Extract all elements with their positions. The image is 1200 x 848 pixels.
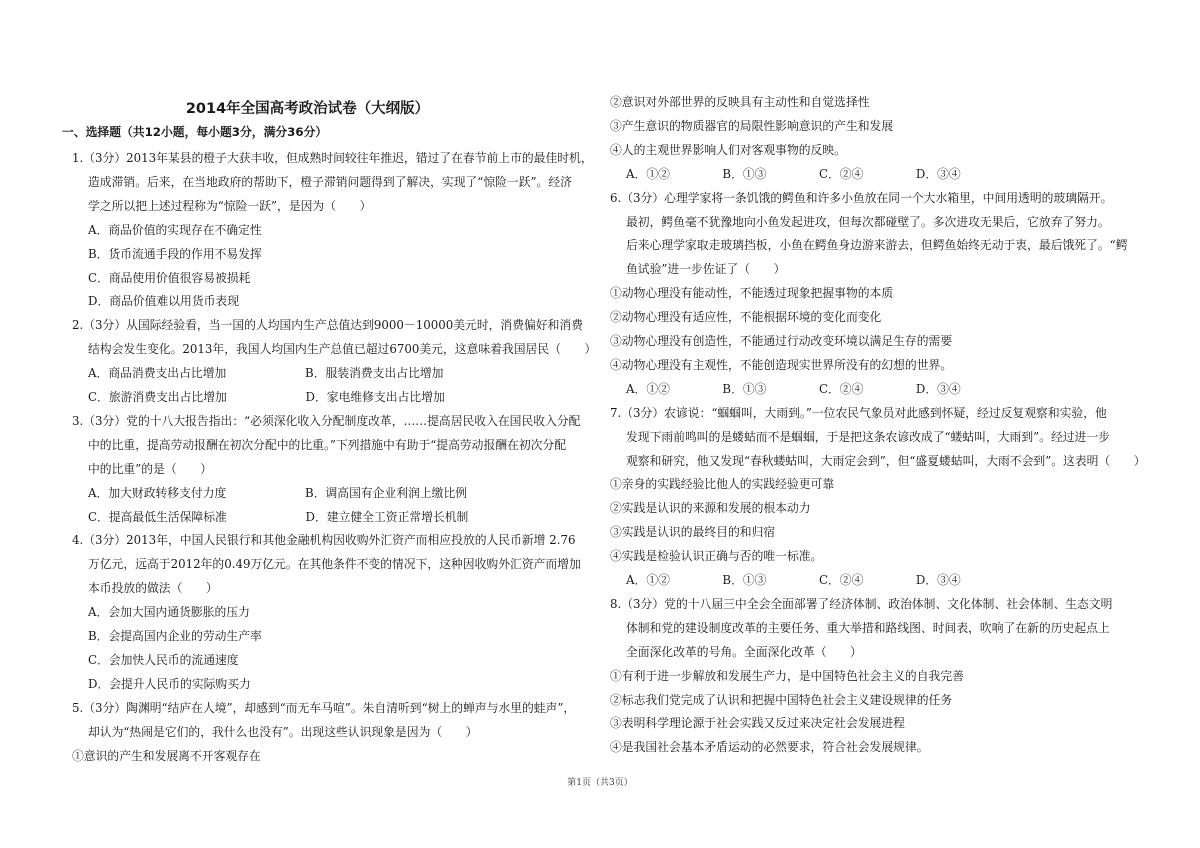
right-line: ④动物心理没有主观性，不能创造现实世界所没有的幻想的世界。 — [610, 357, 953, 372]
right-line: 6.（3分）心理学家将一条饥饿的鳄鱼和许多小鱼放在同一个大水箱里，中间用透明的玻璃隔开。 — [610, 190, 1113, 205]
right-line: ②实践是认识的来源和发展的根本动力 — [610, 501, 811, 516]
right-line: ①动物心理没有能动性，不能透过现象把握事物的本质 — [610, 286, 894, 301]
left-line: C．商品使用价值很容易被损耗 — [88, 270, 251, 285]
left-line: 却认为“热闹是它们的，我什么也没有”。出现这些认识现象是因为（ ） — [88, 724, 478, 739]
left-line: 中的比重，提高劳动报酬在初次分配中的比重。”下列措施中有助于“提高劳动报酬在初次分配 — [88, 437, 567, 452]
right-line: A．①② B．①③ C．②④ D．③④ — [626, 573, 961, 587]
left-line: A．会加大国内通货膨胀的压力 — [88, 605, 250, 620]
right-line: 最初，鳄鱼毫不犹豫地向小鱼发起进攻，但每次都碰壁了。多次进攻无果后，它放弃了努力。 — [626, 214, 1110, 229]
left-line: C．会加快人民币的流通速度 — [88, 652, 239, 667]
left-line: 学之所以把上述过程称为“惊险一跃”，是因为（ ） — [88, 198, 372, 213]
right-line: ③动物心理没有创造性，不能通过行动改变环境以满足生存的需要 — [610, 334, 953, 348]
left-line: B．货币流通手段的作用不易发挥 — [88, 246, 262, 261]
right-line: ④实践是检验认识正确与否的唯一标准。 — [610, 549, 823, 564]
right-line: 体制和党的建设制度改革的主要任务、重大举措和路线图、时间表，吹响了在新的历史起点上 — [626, 620, 1110, 635]
left-line: 4.（3分）2013年，中国人民银行和其他金融机构因收购外汇资产而相应投放的人民币新增 2.76 — [72, 533, 576, 548]
page-footer: 第1页（共3页） — [567, 778, 633, 788]
right-line: 后来心理学家取走玻璃挡板，小鱼在鳄鱼身边游来游去，但鳄鱼始终无动于衷，最后饿死了。“鳄 — [626, 238, 1128, 253]
left-line: 2.（3分）从国际经验看，当一国的人均国内生产总值达到9000－10000美元时，消费偏好和消费 — [72, 318, 584, 333]
left-line: 5.（3分）陶渊明“结庐在人境”，却感到“而无车马喧”。朱自清听到“树上的蝉声与水里的蛙声”， — [72, 700, 576, 715]
right-line: ②动物心理没有适应性，不能根据环境的变化而变化 — [610, 310, 882, 325]
right-line: ①有利于进一步解放和发展生产力，是中国特色社会主义的自我完善 — [610, 668, 964, 683]
left-line: 本币投放的做法（ ） — [88, 581, 218, 596]
left-line: 万亿元，远高于2012年的0.49万亿元。在其他条件不变的情况下，这种因收购外汇资产而增加 — [88, 557, 581, 572]
left-line: C．旅游消费支出占比增加 D．家电维修支出占比增加 — [88, 390, 445, 404]
left-line: D．商品价值难以用货币表现 — [88, 294, 240, 309]
left-line: 结构会发生变化。2013年，我国人均国内生产总值已超过6700美元，这意味着我国居民（ ） — [88, 342, 597, 357]
right-line: ③实践是认识的最终目的和归宿 — [610, 525, 776, 540]
right-line: A．①② B．①③ C．②④ D．③④ — [626, 166, 961, 181]
left-line: ①意识的产生和发展离不开客观存在 — [72, 748, 261, 763]
right-line: ③产生意识的物质器官的局限性影响意识的产生和发展 — [610, 118, 894, 133]
right-line: ③表明科学理论源于社会实践又反过来决定社会发展进程 — [610, 716, 905, 731]
exam-title: 2014年全国高考政治试卷（大纲版） — [185, 101, 430, 117]
left-line: A．商品消费支出占比增加 B．服装消费支出占比增加 — [88, 366, 444, 381]
left-line: C．提高最低生活保障标准 D．建立健全工资正常增长机制 — [88, 509, 469, 524]
left-line: 1.（3分）2013年某县的橙子大获丰收，但成熟时间较往年推迟，错过了在春节前上市的最佳时机， — [72, 151, 593, 165]
left-line: 造成滞销。后来，在当地政府的帮助下，橙子滞销问题得到了解决，实现了“惊险一跃”。经济 — [88, 174, 572, 189]
right-line: 鱼试验”进一步佐证了（ ） — [626, 262, 786, 277]
right-line: 7.（3分）农谚说：“蝈蝈叫，大雨到。”一位农民气象员对此感到怀疑，经过反复观察和实验，他 — [610, 405, 1107, 420]
left-line: 中的比重”的是（ ） — [88, 461, 213, 476]
right-line: 8.（3分）党的十八届三中全会全面部署了经济体制、政治体制、文化体制、社会体制、生态文明 — [610, 596, 1113, 611]
right-line: 全面深化改革的号角。全面深化改革（ ） — [626, 644, 862, 659]
section-heading: 一、选择题（共12小题，每小题3分，满分36分） — [62, 125, 328, 139]
right-line: ④人的主观世界影响人们对客观事物的反映。 — [610, 142, 846, 157]
left-line: 3.（3分）党的十八大报告指出：“必须深化收入分配制度改革，……提高居民收入在国民收入分配 — [72, 413, 581, 428]
right-line: ②意识对外部世界的反映具有主动性和自觉选择性 — [610, 95, 870, 109]
right-line: 观察和研究，他又发现“春秋蝼蛄叫，大雨定会到”，但“盛夏蝼蛄叫，大雨不会到”。这表明（ ） — [626, 453, 1146, 468]
left-line: B．会提高国内企业的劳动生产率 — [88, 629, 262, 643]
right-line: ②标志我们党完成了认识和把握中国特色社会主义建设规律的任务 — [610, 692, 953, 707]
right-line: ④是我国社会基本矛盾运动的必然要求，符合社会发展规律。 — [610, 740, 929, 755]
left-line: D．会提升人民币的实际购买力 — [88, 676, 251, 691]
right-line: A．①② B．①③ C．②④ D．③④ — [626, 381, 961, 396]
left-line: A．商品价值的实现存在不确定性 — [88, 222, 262, 237]
right-line: ①亲身的实践经验比他人的实践经验更可靠 — [610, 477, 835, 492]
right-line: 发现下雨前鸣叫的是蝼蛄而不是蝈蝈，于是把这条农谚改成了“蝼蛄叫，大雨到”。经过进一步 — [626, 429, 1110, 444]
left-line: A．加大财政转移支付力度 B．调高国有企业利润上缴比例 — [88, 485, 468, 500]
